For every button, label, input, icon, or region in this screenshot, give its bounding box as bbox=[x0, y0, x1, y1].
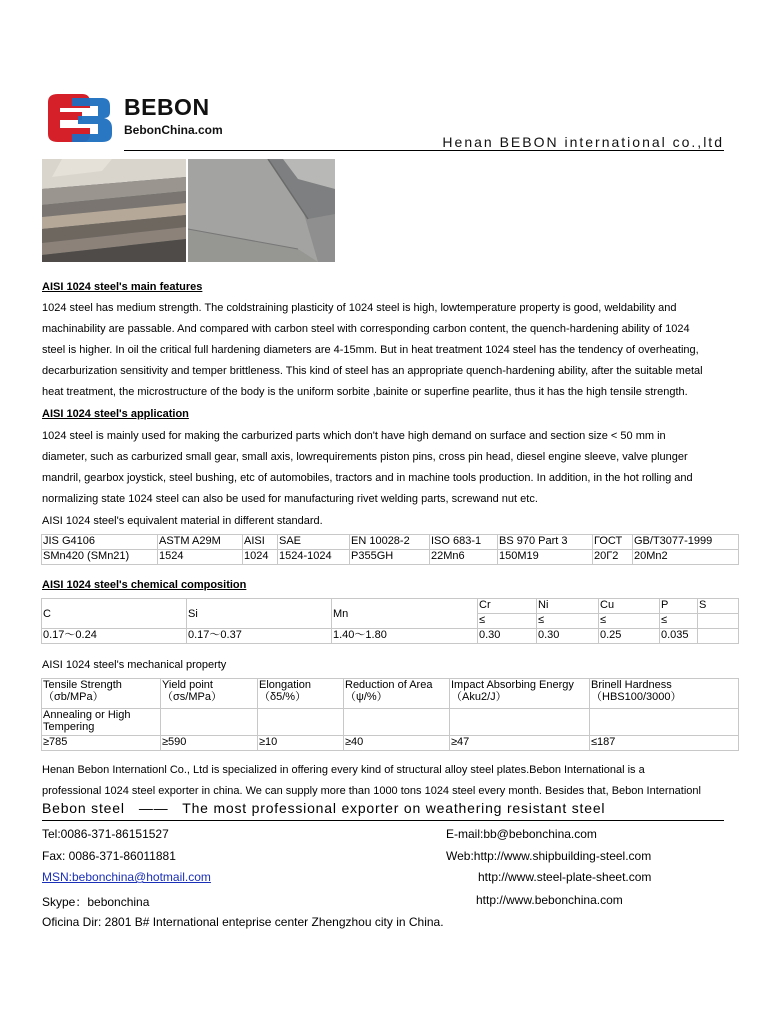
text-line: 1024 steel is mainly used for making the carburized parts which don't have high demand on surface and section size < 50 mm in bbox=[42, 430, 666, 442]
header-name: Reduction of Area bbox=[345, 679, 433, 691]
table-row bbox=[42, 679, 739, 709]
brand-name: BEBON bbox=[124, 94, 210, 120]
table-cell: 0.25 bbox=[599, 629, 660, 644]
text-line: diameter, such as carburized small gear, small axis, lowrequirements piston pins, cross pin head, diesel engine sleeve, valve plunger bbox=[42, 451, 688, 463]
table-cell: P355GH bbox=[350, 550, 430, 565]
table-header-cell: Mn bbox=[332, 599, 478, 629]
text-line: decarburization sensitivity and temper brittleness. This kind of steel has an appropriate quench-hardening ability, after the suitable metal bbox=[42, 365, 703, 377]
table-cell: ≥47 bbox=[450, 736, 590, 751]
table-row bbox=[42, 550, 739, 565]
table-header-cell: AISI bbox=[243, 535, 278, 550]
table-header-cell: BS 970 Part 3 bbox=[498, 535, 593, 550]
tel-text: Tel:0086-371-86151527 bbox=[42, 827, 169, 841]
company-title: Henan BEBON international co.,ltd bbox=[442, 134, 724, 150]
table-cell: 20Mn2 bbox=[633, 550, 739, 565]
table-cell: ≥590 bbox=[161, 736, 258, 751]
table-row bbox=[42, 629, 739, 644]
text-line: 1024 steel has medium strength. The coldstraining plasticity of 1024 steel is high, lowtemperature property is good, weldability and bbox=[42, 302, 677, 314]
header-name: Elongation bbox=[259, 679, 311, 691]
table-header-cell: GB/T3077-1999 bbox=[633, 535, 739, 550]
table-cell: SMn420 (SMn21) bbox=[42, 550, 158, 565]
table-header-cell bbox=[42, 679, 161, 709]
table-cell: 0.30 bbox=[537, 629, 599, 644]
header-name: Brinell Hardness bbox=[591, 679, 672, 691]
text-line: professional 1024 steel exporter in china. We can supply more than 1000 tons 1024 steel every month. Besides that, Bebon Internationl bbox=[42, 785, 701, 797]
table-cell: 150M19 bbox=[498, 550, 593, 565]
fax-text: Fax: 0086-371-86011881 bbox=[42, 849, 176, 863]
table-header-cell: SAE bbox=[278, 535, 350, 550]
table-cell: Annealing or High Tempering bbox=[42, 709, 161, 736]
table-cell: 1024 bbox=[243, 550, 278, 565]
table-row bbox=[42, 709, 739, 736]
table-header-cell: ASTM A29M bbox=[158, 535, 243, 550]
web-text-3: http://www.bebonchina.com bbox=[476, 893, 623, 907]
address-text: Oficina Dir: 2801 B# International enteprise center Zhengzhou city in China. bbox=[42, 915, 444, 929]
features-heading: AISI 1024 steel's main features bbox=[42, 281, 203, 293]
equivalent-table bbox=[41, 534, 739, 565]
footer-tagline: Bebon steel —— The most professional exporter on weathering resistant steel bbox=[42, 800, 606, 816]
table-cell: 0.035 bbox=[660, 629, 698, 644]
text-line: Henan Bebon Internationl Co., Ltd is specialized in offering every kind of structural alloy steel plates.Bebon International is a bbox=[42, 764, 645, 776]
table-cell bbox=[450, 709, 590, 736]
mechanical-caption: AISI 1024 steel's mechanical property bbox=[42, 659, 227, 671]
email-text: E-mail:bb@bebonchina.com bbox=[446, 827, 597, 841]
table-row bbox=[42, 535, 739, 550]
header-unit: （Aku2/J） bbox=[451, 691, 507, 703]
text-line: mandril, gearbox joystick, steel bushing, etc of automobiles, tractors and in machine tools production. In addition, in the hot rolling and bbox=[42, 472, 693, 484]
table-cell bbox=[161, 709, 258, 736]
web-text-2: http://www.steel-plate-sheet.com bbox=[478, 870, 652, 884]
steel-plates-photo-stack bbox=[42, 159, 186, 262]
table-cell: ≥10 bbox=[258, 736, 344, 751]
application-paragraph bbox=[42, 426, 732, 510]
application-heading: AISI 1024 steel's application bbox=[42, 408, 189, 420]
table-cell: 22Mn6 bbox=[430, 550, 498, 565]
text-line: normalizing state 1024 steel can also be used for manufacturing rivet welding parts, screwand nut etc. bbox=[42, 493, 538, 505]
table-header-cell bbox=[344, 679, 450, 709]
table-cell: ≥40 bbox=[344, 736, 450, 751]
table-cell: 1524-1024 bbox=[278, 550, 350, 565]
table-cell: 1524 bbox=[158, 550, 243, 565]
chemical-heading: AISI 1024 steel's chemical composition bbox=[42, 579, 247, 591]
table-header-cell bbox=[450, 679, 590, 709]
header-divider bbox=[124, 150, 724, 151]
table-header-cell bbox=[590, 679, 739, 709]
table-cell: ≤ bbox=[537, 614, 599, 629]
table-header-cell: ГОСТ bbox=[593, 535, 633, 550]
text-line: machinability are passable. And compared with carbon steel with corresponding carbon content, the quench-hardening ability of 1024 bbox=[42, 323, 690, 335]
header-name: Impact Absorbing Energy bbox=[451, 679, 574, 691]
header-name: Yield point bbox=[162, 679, 213, 691]
header-unit: （HBS100/3000） bbox=[591, 691, 682, 703]
table-row bbox=[42, 736, 739, 751]
features-paragraph bbox=[42, 298, 732, 403]
header-unit: （σb/MPa） bbox=[43, 691, 104, 703]
table-cell bbox=[590, 709, 739, 736]
table-header-cell: Si bbox=[187, 599, 332, 629]
header-unit: （σs/MPa） bbox=[162, 691, 222, 703]
table-cell: 1.40～1.80 bbox=[332, 629, 478, 644]
table-cell bbox=[698, 614, 739, 629]
table-cell: ≤ bbox=[660, 614, 698, 629]
table-cell: 20Г2 bbox=[593, 550, 633, 565]
table-cell: 0.30 bbox=[478, 629, 537, 644]
about-paragraph bbox=[42, 760, 732, 802]
brand-domain: BebonChina.com bbox=[124, 123, 223, 137]
table-header-cell: JIS G4106 bbox=[42, 535, 158, 550]
table-header-cell bbox=[161, 679, 258, 709]
mechanical-table bbox=[41, 678, 739, 751]
header-unit: （ψ/%） bbox=[345, 691, 388, 703]
table-cell: 0.17～0.24 bbox=[42, 629, 187, 644]
header-name: Tensile Strength bbox=[43, 679, 122, 691]
table-header-cell: Cu bbox=[599, 599, 660, 614]
header-unit: （δ5/%） bbox=[259, 691, 307, 703]
steel-plates-photo-flat bbox=[188, 159, 335, 262]
chemical-table bbox=[41, 598, 739, 644]
table-cell: 0.17～0.37 bbox=[187, 629, 332, 644]
table-header-cell: P bbox=[660, 599, 698, 614]
msn-link[interactable]: MSN:bebonchina@hotmail.com bbox=[42, 870, 211, 884]
table-cell: ≤187 bbox=[590, 736, 739, 751]
text-line: steel is higher. In oil the critical full hardening diameters are 4-15mm. But in heat treatment 1024 steel has the tendency of overheating, bbox=[42, 344, 699, 356]
table-cell: ≤ bbox=[478, 614, 537, 629]
table-header-cell: EN 10028-2 bbox=[350, 535, 430, 550]
table-header-cell: ISO 683-1 bbox=[430, 535, 498, 550]
equivalent-caption: AISI 1024 steel's equivalent material in different standard. bbox=[42, 515, 323, 527]
table-header-cell: Cr bbox=[478, 599, 537, 614]
text-line: heat treatment, the microstructure of the body is the uniform sorbite ,bainite or superfine pearlite, thus it has the high tensile strength. bbox=[42, 386, 688, 398]
table-row bbox=[42, 599, 739, 614]
bebon-logo-icon bbox=[42, 90, 114, 146]
table-header-cell: C bbox=[42, 599, 187, 629]
footer-divider bbox=[42, 820, 724, 821]
table-cell bbox=[258, 709, 344, 736]
table-header-cell bbox=[258, 679, 344, 709]
table-cell bbox=[698, 629, 739, 644]
table-header-cell: S bbox=[698, 599, 739, 614]
table-cell: ≥785 bbox=[42, 736, 161, 751]
web-text: Web:http://www.shipbuilding-steel.com bbox=[446, 849, 652, 863]
table-cell: ≤ bbox=[599, 614, 660, 629]
table-cell bbox=[344, 709, 450, 736]
table-header-cell: Ni bbox=[537, 599, 599, 614]
skype-text: Skype：bebonchina bbox=[42, 895, 150, 909]
